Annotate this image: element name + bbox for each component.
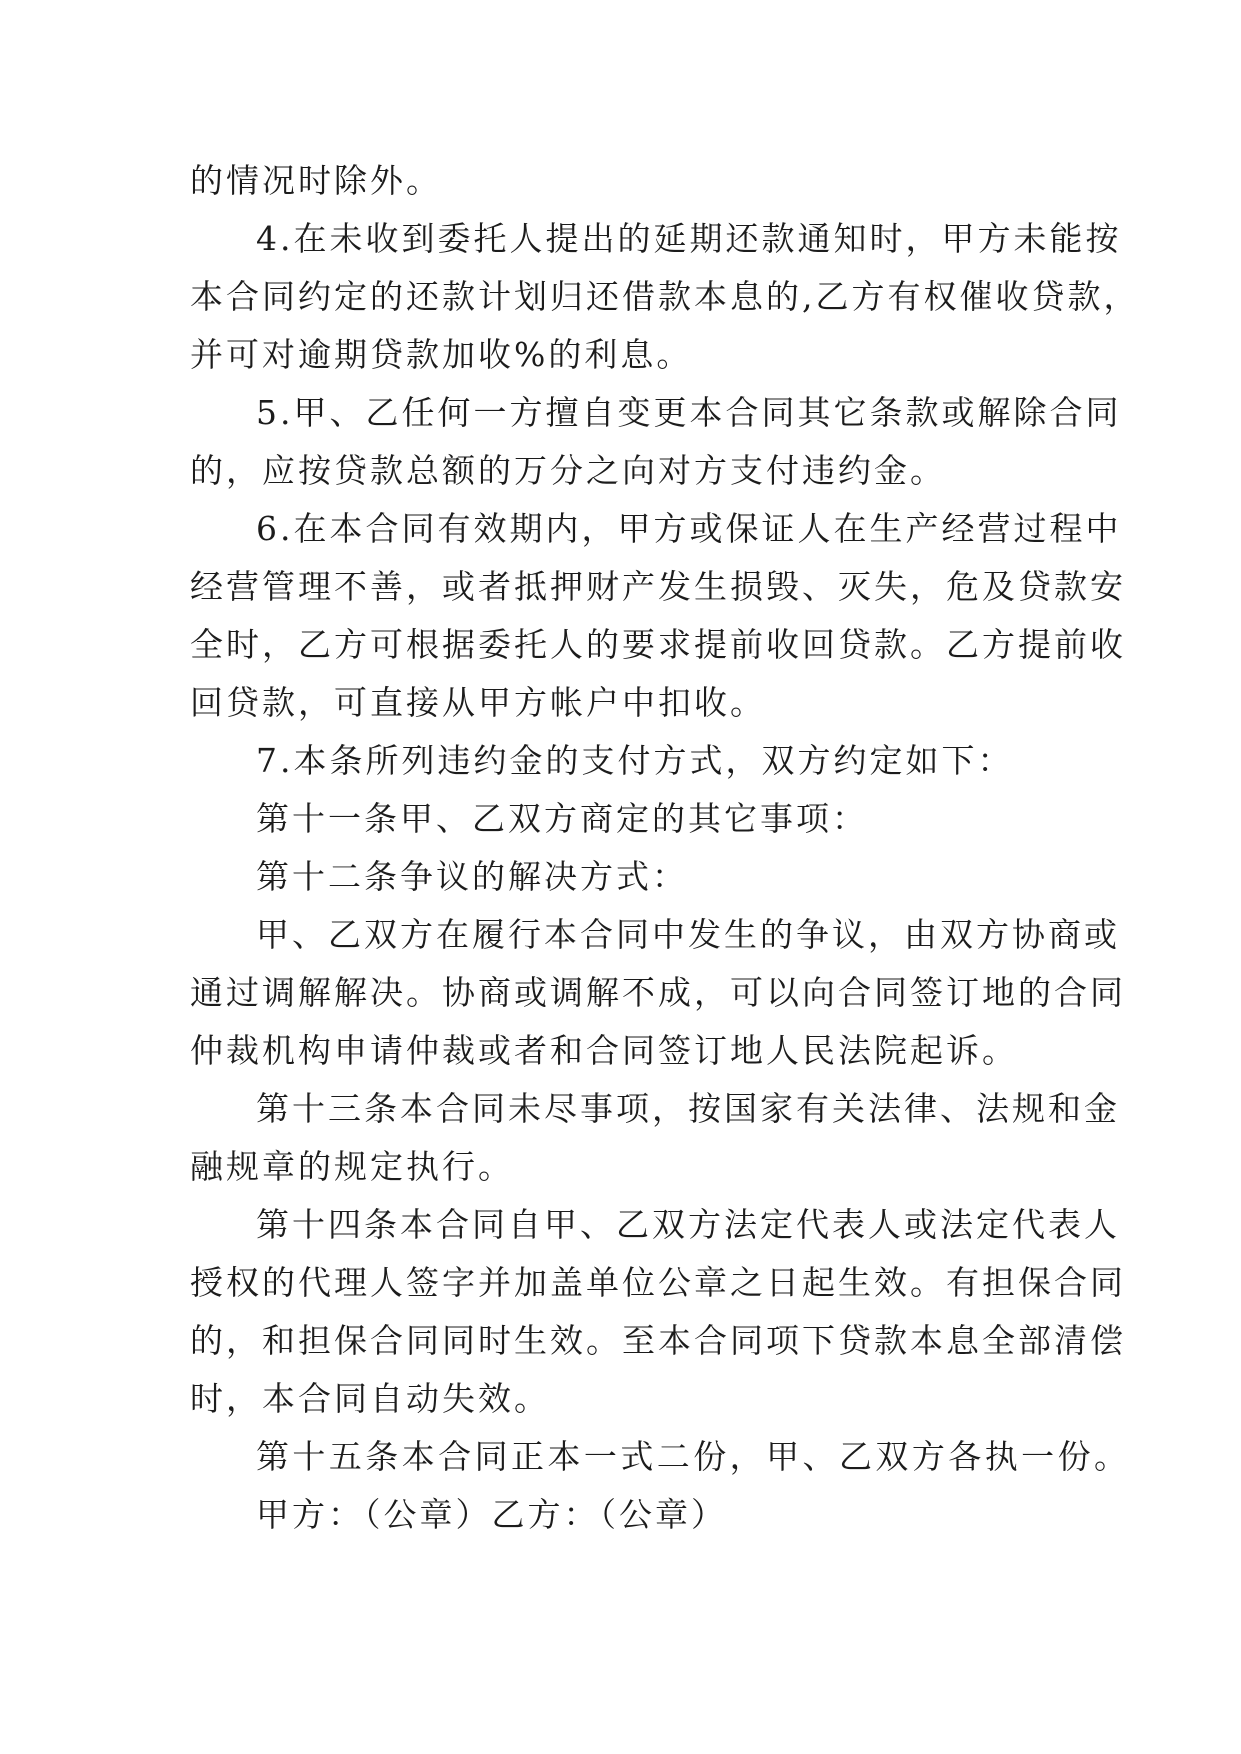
text-line: 全时，乙方可根据委托人的要求提前收回贷款。乙方提前收 bbox=[190, 625, 1126, 664]
text-line: 的，和担保合同同时生效。至本合同项下贷款本息全部清偿 bbox=[190, 1321, 1126, 1360]
text-line: 仲裁机构申请仲裁或者和合同签订地人民法院起诉。 bbox=[190, 1031, 1018, 1070]
text-line: 6.在本合同有效期内，甲方或保证人在生产经营过程中 bbox=[256, 509, 1122, 548]
text-line: 5.甲、乙任何一方擅自变更本合同其它条款或解除合同 bbox=[256, 393, 1122, 432]
text-line: 经营管理不善，或者抵押财产发生损毁、灭失，危及贷款安 bbox=[190, 567, 1126, 606]
text-line: 甲、乙双方在履行本合同中发生的争议，由双方协商或 bbox=[256, 915, 1120, 954]
text-line: 回贷款，可直接从甲方帐户中扣收。 bbox=[190, 683, 766, 722]
text-line: 的情况时除外。 bbox=[190, 161, 442, 200]
text-line: 7.本条所列违约金的支付方式，双方约定如下： bbox=[256, 741, 1014, 780]
text-line: 并可对逾期贷款加收%的利息。 bbox=[190, 335, 693, 374]
text-line: 通过调解解决。协商或调解不成，可以向合同签订地的合同 bbox=[190, 973, 1126, 1012]
text-line: 甲方：（公章）乙方：（公章） bbox=[256, 1495, 727, 1534]
text-line: 第十二条争议的解决方式： bbox=[256, 857, 688, 896]
text-line: 融规章的规定执行。 bbox=[190, 1147, 514, 1186]
text-line: 第十三条本合同未尽事项，按国家有关法律、法规和金 bbox=[256, 1089, 1120, 1128]
text-line: 授权的代理人签字并加盖单位公章之日起生效。有担保合同 bbox=[190, 1263, 1126, 1302]
text-line: 第十五条本合同正本一式二份，甲、乙双方各执一份。 bbox=[256, 1437, 1130, 1476]
contract-body-text bbox=[190, 152, 1140, 1544]
text-line: 第十四条本合同自甲、乙双方法定代表人或法定代表人 bbox=[256, 1205, 1120, 1244]
text-line: 时，本合同自动失效。 bbox=[190, 1379, 550, 1418]
text-line: 的，应按贷款总额的万分之向对方支付违约金。 bbox=[190, 451, 946, 490]
text-line: 第十一条甲、乙双方商定的其它事项： bbox=[256, 799, 868, 838]
text-line: 本合同约定的还款计划归还借款本息的,乙方有权催收贷款， bbox=[190, 277, 1140, 316]
text-line: 4.在未收到委托人提出的延期还款通知时，甲方未能按 bbox=[256, 219, 1122, 258]
